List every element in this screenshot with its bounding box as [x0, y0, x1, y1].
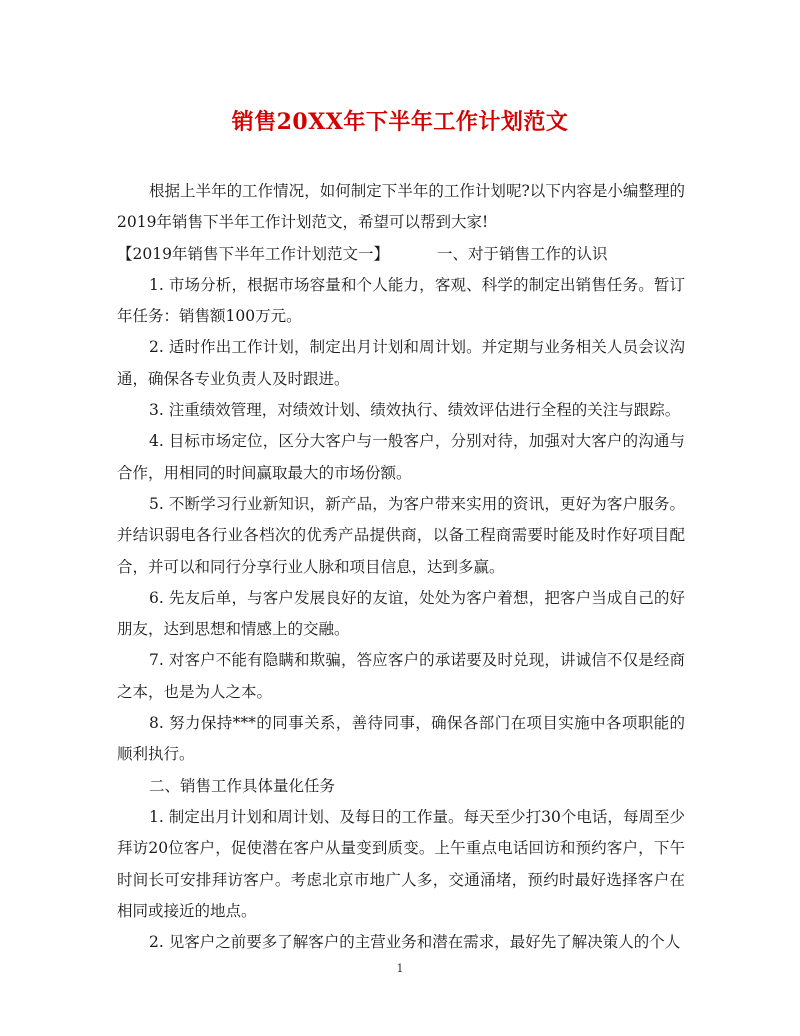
- list-item: 1. 市场分析，根据市场容量和个人能力，客观、科学的制定出销售任务。暂订年任务：销售额100万元。: [117, 275, 685, 326]
- list-item: 8. 努力保持***的同事关系，善待同事，确保各部门在项目实施中各项职能的顺利执行。: [117, 714, 685, 764]
- part1-heading: 一、对于销售工作的认识: [436, 244, 608, 263]
- list-item: 2. 适时作出工作计划，制定出月计划和周计划。并定期与业务相关人员会议沟通，确保各专业负责人及时跟进。: [117, 338, 685, 388]
- list-item: 4. 目标市场定位，区分大客户与一般客户，分别对待，加强对大客户的沟通与合作，用相同的时间赢取最大的市场份额。: [117, 432, 685, 482]
- list-item: 5. 不断学习行业新知识，新产品，为客户带来实用的资讯，更好为客户服务。并结识弱电各行业各档次的优秀产品提供商，以备工程商需要时能及时作好项目配合，并可以和同行分享行业人脉和项目信息，达到多赢。: [117, 494, 685, 576]
- list-item: 7. 对客户不能有隐瞒和欺骗，答应客户的承诺要及时兑现，讲诚信不仅是经商之本，也是为人之本。: [117, 651, 685, 701]
- intro-paragraph: 根据上半年的工作情况，如何制定下半年的工作计划呢?以下内容是小编整理的2019年销售下半年工作计划范文，希望可以帮到大家!: [117, 182, 685, 232]
- list-item: 3. 注重绩效管理，对绩效计划、绩效执行、绩效评估进行全程的关注与跟踪。: [149, 401, 681, 420]
- list-item: 2. 见客户之前要多了解客户的主营业务和潜在需求，最好先了解决策人的个人: [149, 933, 681, 952]
- part2-heading: 二、销售工作具体量化任务: [149, 776, 336, 795]
- list-item: 1. 制定出月计划和周计划、及每日的工作量。每天至少打30个电话，每周至少拜访20位客户，促使潜在客户从量变到质变。上午重点电话回访和预约客户，下午时间长可安排拜访客户。考虑北京市地广人多，交通涌堵，预约时最好选择客户在相同或接近的地点。: [117, 807, 685, 920]
- section-heading: 【2019年销售下半年工作计划范文一】: [117, 244, 389, 263]
- document-title: 销售20XX年下半年工作计划范文: [231, 109, 569, 135]
- document-body: [117, 176, 685, 958]
- page-number: 1: [396, 962, 404, 975]
- list-item: 6. 先友后单，与客户发展良好的友谊，处处为客户着想，把客户当成自己的好朋友，达到思想和情感上的交融。: [117, 588, 685, 639]
- section-heading-line: [117, 239, 685, 270]
